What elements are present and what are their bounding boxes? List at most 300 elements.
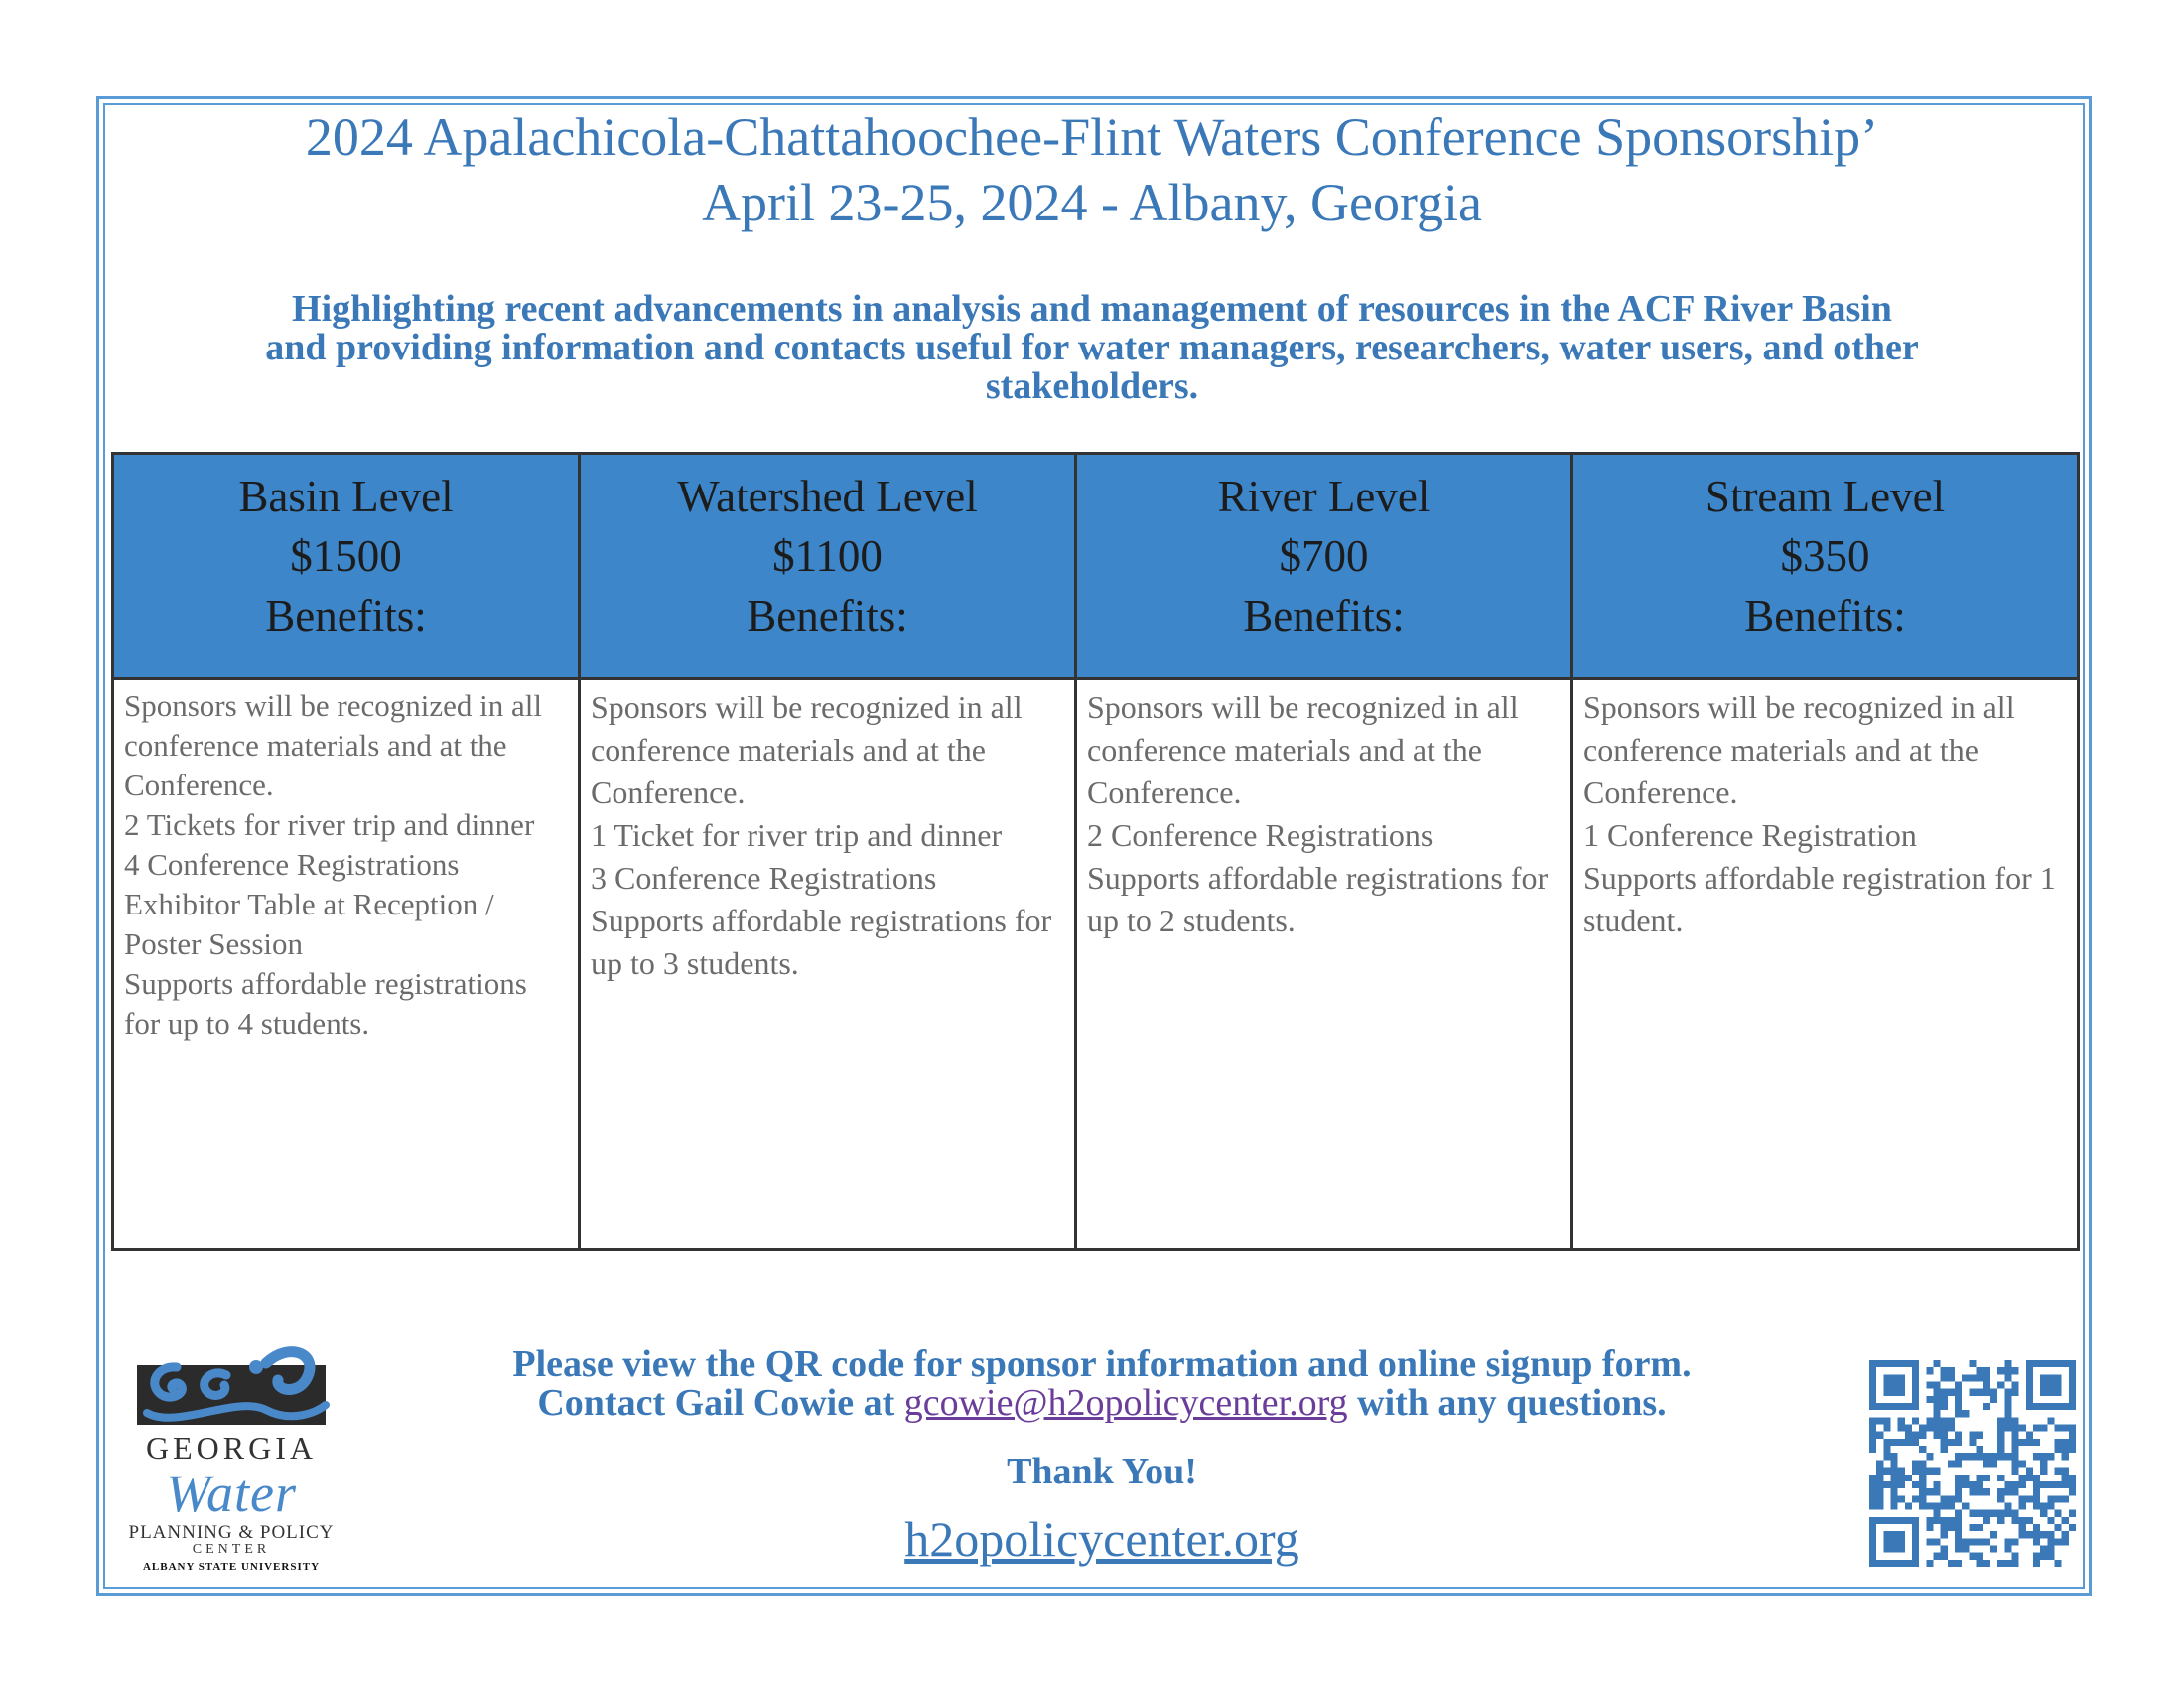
qr-module: [1912, 1481, 1919, 1488]
qr-module: [1941, 1524, 1948, 1531]
qr-module: [1876, 1488, 1883, 1495]
benefit-item: 3 Conference Registrations: [591, 860, 937, 896]
qr-module: [2011, 1560, 2018, 1567]
description-line-1: Highlighting recent advancements in analysis and management of resources in the ACF River Basin: [292, 288, 1892, 330]
qr-module: [1997, 1517, 2004, 1524]
qr-module: [1983, 1560, 1990, 1567]
qr-module: [2062, 1425, 2069, 1432]
qr-module: [1941, 1517, 1948, 1524]
qr-module: [2047, 1495, 2054, 1502]
qr-module: [2004, 1538, 2011, 1545]
qr-module: [2040, 1374, 2062, 1396]
qr-module: [1905, 1475, 1912, 1481]
qr-module: [2019, 1502, 2026, 1509]
qr-module: [1969, 1538, 1976, 1545]
qr-module: [1983, 1403, 1990, 1410]
qr-module: [1934, 1410, 1941, 1417]
qr-module: [1912, 1432, 1919, 1439]
qr-module: [2062, 1475, 2069, 1481]
qr-module: [1948, 1560, 1955, 1567]
tier-benefits-label: Benefits:: [747, 591, 908, 640]
qr-module: [1898, 1417, 1905, 1424]
qr-module: [2040, 1553, 2047, 1560]
qr-module: [1955, 1382, 1962, 1389]
qr-module: [2004, 1488, 2011, 1495]
qr-module: [2069, 1510, 2076, 1517]
qr-module: [1969, 1389, 1976, 1396]
qr-module: [1962, 1545, 1969, 1552]
qr-module: [2054, 1481, 2061, 1488]
qr-module: [2062, 1446, 2069, 1453]
qr-module: [1977, 1481, 1983, 1488]
qr-module: [1934, 1468, 1941, 1475]
qr-module: [1941, 1531, 1948, 1538]
qr-module: [1983, 1475, 1990, 1481]
qr-module: [1912, 1468, 1919, 1475]
qr-module: [2011, 1446, 2018, 1453]
qr-module: [1891, 1453, 1898, 1460]
qr-module: [2047, 1453, 2054, 1460]
qr-module: [2040, 1468, 2047, 1475]
benefit-item: Supports affordable registrations for up to 2 students.: [1087, 860, 1549, 938]
qr-module: [2040, 1425, 2047, 1432]
qr-module: [1962, 1475, 1969, 1481]
qr-module: [1912, 1439, 1919, 1446]
qr-module: [2047, 1502, 2054, 1509]
qr-module: [2026, 1517, 2033, 1524]
qr-module: [1912, 1417, 1919, 1424]
logo-center-text: CENTER: [192, 1542, 271, 1557]
qr-module: [1941, 1439, 1948, 1446]
qr-module: [1977, 1538, 1983, 1545]
qr-module: [2069, 1475, 2076, 1481]
qr-module: [2047, 1517, 2054, 1524]
benefits-basin: [113, 679, 580, 1250]
benefit-item: 2 Conference Registrations: [1087, 817, 1433, 853]
qr-module: [1883, 1481, 1890, 1488]
qr-module: [2047, 1417, 2054, 1424]
qr-module: [2054, 1439, 2061, 1446]
benefit-item: 2 Tickets for river trip and dinner: [124, 807, 535, 842]
qr-module: [1898, 1481, 1905, 1488]
qr-module: [1955, 1531, 1962, 1538]
tier-price: $700: [1279, 531, 1369, 581]
qr-module: [1919, 1495, 1926, 1502]
qr-module: [1997, 1432, 2004, 1439]
qr-module: [1926, 1367, 1933, 1374]
qr-module: [1934, 1396, 1941, 1403]
qr-module: [1990, 1396, 1997, 1403]
qr-module: [2019, 1475, 2026, 1481]
qr-module: [1948, 1524, 1955, 1531]
qr-module: [1919, 1488, 1926, 1495]
benefit-item: Sponsors will be recognized in all conference materials and at the Conference.: [1583, 689, 2015, 810]
qr-module: [2011, 1538, 2018, 1545]
qr-module: [1997, 1446, 2004, 1453]
qr-module: [1997, 1367, 2004, 1374]
benefits-river: [1076, 679, 1572, 1250]
qr-module: [2011, 1432, 2018, 1439]
qr-module: [2069, 1488, 2076, 1495]
qr-module: [2033, 1524, 2040, 1531]
qr-module: [1983, 1510, 1990, 1517]
benefits-stream: [1572, 679, 2079, 1250]
qr-module: [1948, 1425, 1955, 1432]
contact-prefix: Contact Gail Cowie at: [537, 1382, 895, 1424]
qr-module: [1891, 1475, 1898, 1481]
qr-module: [2069, 1446, 2076, 1453]
qr-module: [1983, 1374, 1990, 1381]
description-line-2: and providing information and contacts useful for water managers, researchers, water users, and other: [265, 327, 1919, 368]
qr-module: [1876, 1460, 1883, 1467]
qr-module: [2011, 1425, 2018, 1432]
qr-module: [1883, 1468, 1890, 1475]
qr-module: [2054, 1510, 2061, 1517]
qr-module: [1955, 1510, 1962, 1517]
contact-email-link[interactable]: gcowie@h2opolicycenter.org: [903, 1382, 1348, 1424]
qr-module: [2011, 1367, 2018, 1374]
qr-module: [2026, 1468, 2033, 1475]
qr-module: [1941, 1367, 1948, 1374]
qr-module: [2019, 1425, 2026, 1432]
qr-module: [1934, 1360, 1941, 1367]
qr-module: [1934, 1502, 1941, 1509]
qr-module: [1948, 1417, 1955, 1424]
qr-module: [2004, 1403, 2011, 1410]
qr-module: [1934, 1538, 1941, 1545]
qr-module: [1941, 1396, 1948, 1403]
qr-module: [1926, 1396, 1933, 1403]
qr-module: [1891, 1460, 1898, 1467]
benefit-item: 4 Conference Registrations: [124, 847, 460, 882]
qr-module: [1955, 1432, 1962, 1439]
qr-module: [1962, 1453, 1969, 1460]
qr-module: [1919, 1432, 1926, 1439]
qr-module: [1955, 1481, 1962, 1488]
qr-module: [2069, 1439, 2076, 1446]
qr-module: [2011, 1453, 2018, 1460]
qr-module: [1926, 1560, 1933, 1567]
qr-module: [2033, 1439, 2040, 1446]
qr-module: [1926, 1417, 1933, 1424]
qr-module: [1955, 1389, 1962, 1396]
qr-module: [1919, 1475, 1926, 1481]
qr-module: [2040, 1481, 2047, 1488]
benefit-item: Sponsors will be recognized in all conference materials and at the Conference.: [1087, 689, 1519, 810]
qr-module: [1955, 1439, 1962, 1446]
qr-module: [1869, 1425, 1876, 1432]
website-link[interactable]: h2opolicycenter.org: [904, 1511, 1299, 1567]
qr-module: [1955, 1453, 1962, 1460]
qr-module: [1997, 1488, 2004, 1495]
qr-module: [1983, 1488, 1990, 1495]
qr-module: [1955, 1524, 1962, 1531]
qr-module: [1912, 1495, 1919, 1502]
qr-module: [1955, 1538, 1962, 1545]
qr-module: [1926, 1425, 1933, 1432]
qr-module: [1997, 1453, 2004, 1460]
event-dates-location: April 23-25, 2024 - Albany, Georgia: [702, 173, 1482, 232]
qr-module: [2011, 1517, 2018, 1524]
qr-module: [1876, 1432, 1883, 1439]
qr-module: [1934, 1425, 1941, 1432]
qr-module: [1941, 1417, 1948, 1424]
qr-module: [1883, 1531, 1905, 1553]
qr-module: [2040, 1510, 2047, 1517]
qr-module: [1898, 1439, 1905, 1446]
qr-module: [2011, 1488, 2018, 1495]
qr-module: [2026, 1475, 2033, 1481]
qr-module: [1969, 1453, 1976, 1460]
qr-module: [1969, 1553, 1976, 1560]
qr-module: [1926, 1488, 1933, 1495]
qr-module: [2062, 1481, 2069, 1488]
qr-module: [1883, 1417, 1890, 1424]
tier-name: Watershed Level: [677, 472, 978, 521]
qr-module: [2047, 1538, 2054, 1545]
tier-price: $350: [1780, 531, 1870, 581]
qr-module: [1891, 1439, 1898, 1446]
qr-module: [1948, 1367, 1955, 1374]
qr-module: [2011, 1417, 2018, 1424]
benefit-item: Supports affordable registrations for up to 3 students.: [591, 903, 1052, 981]
qr-module: [1926, 1382, 1933, 1389]
tier-header-watershed: [580, 454, 1076, 679]
qr-module: [2019, 1495, 2026, 1502]
qr-module: [2033, 1475, 2040, 1481]
qr-module: [1948, 1389, 1955, 1396]
sponsorship-table: [111, 452, 2080, 1251]
qr-module: [1948, 1439, 1955, 1446]
qr-module: [2033, 1553, 2040, 1560]
tier-name: River Level: [1217, 472, 1431, 521]
benefit-item: Sponsors will be recognized in all conference materials and at the Conference.: [124, 688, 542, 802]
georgia-water-logo: [117, 1336, 345, 1574]
qr-module: [1962, 1374, 1969, 1381]
qr-module: [1891, 1468, 1898, 1475]
qr-module: [1977, 1560, 1983, 1567]
qr-module: [1905, 1425, 1912, 1432]
qr-module: [2040, 1453, 2047, 1460]
qr-module: [1983, 1367, 1990, 1374]
qr-module: [2069, 1481, 2076, 1488]
qr-module: [1962, 1481, 1969, 1488]
qr-module: [1941, 1553, 1948, 1560]
qr-module: [1876, 1481, 1883, 1488]
qr-module: [1990, 1510, 1997, 1517]
qr-module: [1883, 1439, 1890, 1446]
qr-module: [2004, 1374, 2011, 1381]
qr-module: [1898, 1495, 1905, 1502]
qr-module: [2062, 1453, 2069, 1460]
qr-module: [1948, 1495, 1955, 1502]
qr-module: [1926, 1538, 1933, 1545]
qr-module: [1955, 1517, 1962, 1524]
qr-module: [1955, 1560, 1962, 1567]
logo-planning-text: PLANNING & POLICY: [128, 1522, 335, 1543]
logo-georgia-text: GEORGIA: [146, 1430, 317, 1466]
qr-module: [2054, 1425, 2061, 1432]
qr-module: [1948, 1502, 1955, 1509]
qr-module: [1969, 1360, 1976, 1367]
qr-module: [2033, 1531, 2040, 1538]
qr-module: [2069, 1432, 2076, 1439]
qr-module: [1898, 1475, 1905, 1481]
qr-module: [2019, 1531, 2026, 1538]
qr-module: [2047, 1545, 2054, 1552]
qr-module: [1912, 1460, 1919, 1467]
qr-module: [1977, 1432, 1983, 1439]
qr-module: [1969, 1432, 1976, 1439]
tier-header-river: [1076, 454, 1572, 679]
qr-module: [1941, 1495, 1948, 1502]
qr-module: [2047, 1481, 2054, 1488]
tier-name: Stream Level: [1705, 472, 1946, 521]
qr-module: [2004, 1367, 2011, 1374]
qr-module: [2047, 1531, 2054, 1538]
qr-module: [2004, 1396, 2011, 1403]
qr-module: [1941, 1389, 1948, 1396]
tier-header-row: [113, 454, 2079, 679]
qr-module: [1941, 1425, 1948, 1432]
qr-module: [1941, 1446, 1948, 1453]
qr-module: [2033, 1488, 2040, 1495]
qr-module: [1955, 1396, 1962, 1403]
qr-module: [1869, 1481, 1876, 1488]
contact-line: [417, 1384, 1787, 1423]
qr-module: [2069, 1524, 2076, 1531]
qr-module: [2062, 1468, 2069, 1475]
qr-module: [1869, 1502, 1876, 1509]
qr-module: [2004, 1545, 2011, 1552]
qr-module: [1990, 1460, 1997, 1467]
qr-module: [1997, 1382, 2004, 1389]
qr-module: [1869, 1446, 1876, 1453]
qr-module: [1997, 1425, 2004, 1432]
qr-module: [2033, 1425, 2040, 1432]
qr-module: [1948, 1517, 1955, 1524]
qr-module: [1891, 1495, 1898, 1502]
qr-module: [1955, 1475, 1962, 1481]
qr-module: [1869, 1417, 1876, 1424]
qr-module: [1977, 1488, 1983, 1495]
qr-module: [1977, 1374, 1983, 1381]
qr-module: [2019, 1460, 2026, 1467]
qr-module: [1905, 1502, 1912, 1509]
qr-module: [1969, 1374, 1976, 1381]
qr-module: [1934, 1510, 1941, 1517]
qr-module: [2019, 1481, 2026, 1488]
description-line-3: stakeholders.: [985, 365, 1199, 407]
benefit-item: Sponsors will be recognized in all conference materials and at the Conference.: [591, 689, 1023, 810]
qr-module: [1977, 1453, 1983, 1460]
qr-module: [2026, 1531, 2033, 1538]
qr-module: [2004, 1410, 2011, 1417]
tier-name: Basin Level: [238, 472, 454, 521]
contact-suffix: with any questions.: [1357, 1382, 1667, 1424]
qr-module: [1869, 1488, 1876, 1495]
qr-module: [2062, 1517, 2069, 1524]
qr-module: [1997, 1475, 2004, 1481]
qr-module: [2011, 1389, 2018, 1396]
qr-module: [1955, 1410, 1962, 1417]
qr-module: [1919, 1446, 1926, 1453]
qr-module: [2054, 1538, 2061, 1545]
qr-module: [2004, 1453, 2011, 1460]
tier-header-basin: [113, 454, 580, 679]
qr-module: [1883, 1446, 1890, 1453]
qr-module: [1969, 1510, 1976, 1517]
qr-module: [2033, 1502, 2040, 1509]
qr-module: [1934, 1432, 1941, 1439]
qr-module: [1869, 1475, 1876, 1481]
benefits-watershed: [580, 679, 1076, 1250]
qr-module: [1934, 1403, 1941, 1410]
qr-module: [1955, 1495, 1962, 1502]
qr-module: [1934, 1382, 1941, 1389]
qr-module: [2004, 1389, 2011, 1396]
qr-module: [2026, 1432, 2033, 1439]
qr-module: [1955, 1488, 1962, 1495]
qr-module: [1997, 1560, 2004, 1567]
qr-module: [2054, 1468, 2061, 1475]
qr-module: [1969, 1524, 1976, 1531]
qr-module: [1969, 1439, 1976, 1446]
qr-module: [1977, 1475, 1983, 1481]
qr-module: [1869, 1439, 1876, 1446]
qr-module: [2011, 1439, 2018, 1446]
qr-code[interactable]: [1869, 1360, 2076, 1567]
qr-module: [1983, 1389, 1990, 1396]
qr-module: [2011, 1553, 2018, 1560]
qr-module: [1977, 1524, 1983, 1531]
qr-module: [1983, 1382, 1990, 1389]
qr-module: [1905, 1432, 1912, 1439]
qr-module: [2033, 1481, 2040, 1488]
qr-module: [1969, 1488, 1976, 1495]
qr-module: [2054, 1560, 2061, 1567]
qr-module: [1919, 1460, 1926, 1467]
qr-module: [1876, 1417, 1883, 1424]
qr-module: [1983, 1538, 1990, 1545]
qr-module: [1934, 1481, 1941, 1488]
qr-module: [1919, 1502, 1926, 1509]
qr-module: [1876, 1475, 1883, 1481]
qr-module: [2004, 1510, 2011, 1517]
qr-module: [2026, 1439, 2033, 1446]
conference-description: [199, 290, 1985, 406]
qr-module: [2011, 1481, 2018, 1488]
qr-module: [2004, 1360, 2011, 1367]
logo-water-text: Water: [165, 1464, 297, 1523]
qr-module: [1962, 1410, 1969, 1417]
qr-module: [1941, 1545, 1948, 1552]
qr-module: [1891, 1481, 1898, 1488]
qr-module: [1919, 1468, 1926, 1475]
qr-module: [2054, 1446, 2061, 1453]
qr-module: [1990, 1453, 1997, 1460]
qr-module: [1941, 1432, 1948, 1439]
qr-module: [1919, 1425, 1926, 1432]
qr-module: [2033, 1538, 2040, 1545]
qr-module: [1934, 1417, 1941, 1424]
qr-module: [2033, 1560, 2040, 1567]
qr-module: [1934, 1488, 1941, 1495]
qr-module: [1941, 1374, 1948, 1381]
qr-module: [2019, 1439, 2026, 1446]
page-title: 2024 Apalachicola-Chattahoochee-Flint Waters Conference Sponsorship’: [305, 107, 1879, 167]
qr-module: [1977, 1367, 1983, 1374]
